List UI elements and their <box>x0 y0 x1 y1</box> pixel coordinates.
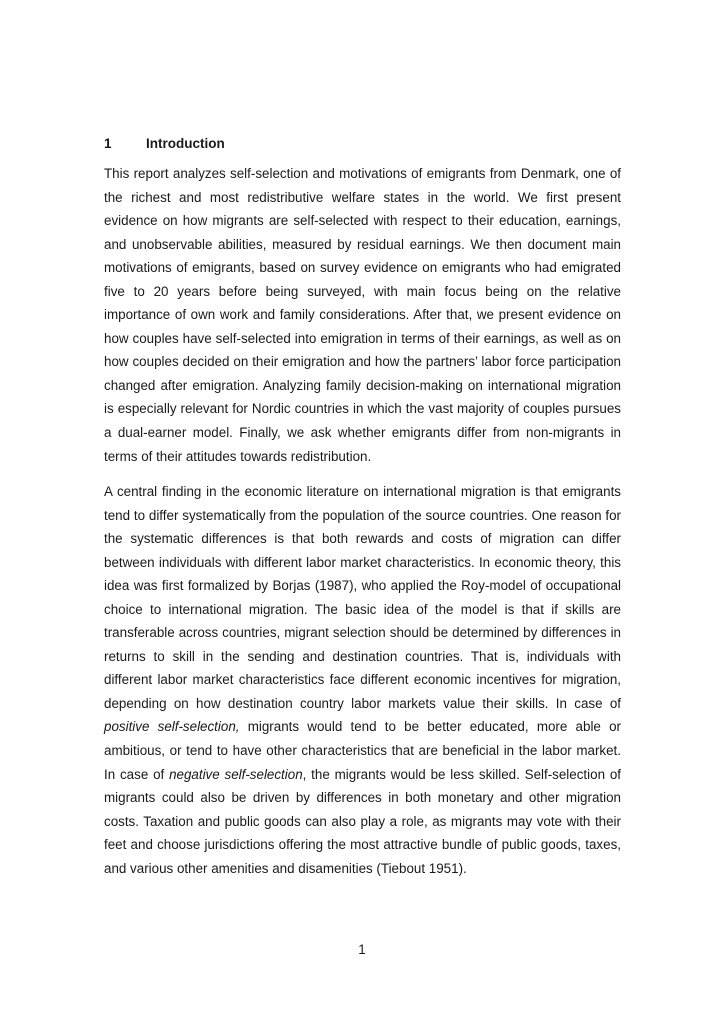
page-number: 1 <box>358 942 366 957</box>
paragraph-literature-part3: , the migrants would be less skilled. Self-selection of migrants could also be driven by differences in both monetary and other migration costs. Taxation and public goods can also play a role, as migrants may vote with their feet and choose jurisdictions offering the most attractive bundle of public goods, taxes, and various other amenities and disamenities (Tiebout 1951). <box>104 766 621 876</box>
paragraph-literature-part2: migrants would tend to be better educated, more able or ambitious, or tend to have other characteristics that are beneficial in the labor market. In case of <box>104 719 621 782</box>
emphasis-negative-self-selection: negative self-selection <box>169 766 303 782</box>
emphasis-positive-self-selection: positive self-selection, <box>104 719 240 735</box>
section-title: Introduction <box>146 136 225 151</box>
paragraph-intro: This report analyzes self-selection and motivations of emigrants from Denmark, one of the richest and most redistributive welfare states in the world. We first present evidence on how migrants are self-selected with respect to their education, earnings, and unobservable abilities, measured by residual earnings. We then document main motivations of emigrants, based on survey evidence on emigrants who had emigrated five to 20 years before being surveyed, with main focus being on the relative importance of own work and family considerations. After that, we present evidence on how couples have self-selected into emigration in terms of their earnings, as well as on how couples decided on their emigration and how the partners’ labor force participation changed after emigration. Analyzing family decision-making on international migration is especially relevant for Nordic countries in which the vast majority of couples pursues a dual-earner model. Finally, we ask whether emigrants differ from non-migrants in terms of their attitudes towards redistribution. <box>104 166 621 464</box>
paragraph-literature-part1: A central finding in the economic literature on international migration is that emigrants tend to differ systematically from the population of the source countries. One reason for the systematic differences is that both rewards and costs of migration can differ between individuals with different labor market characteristics. In economic theory, this idea was first formalized by Borjas (1987), who applied the Roy-model of occupational choice to international migration. The basic idea of the model is that if skills are transferable across countries, migrant selection should be determined by differences in returns to skill in the sending and destination countries. That is, individuals with different labor market characteristics face different economic incentives for migration, depending on how destination country labor markets value their skills. In case of <box>104 484 621 711</box>
paragraph-literature <box>104 480 621 880</box>
section-heading <box>104 134 225 154</box>
section-number: 1 <box>104 136 112 151</box>
